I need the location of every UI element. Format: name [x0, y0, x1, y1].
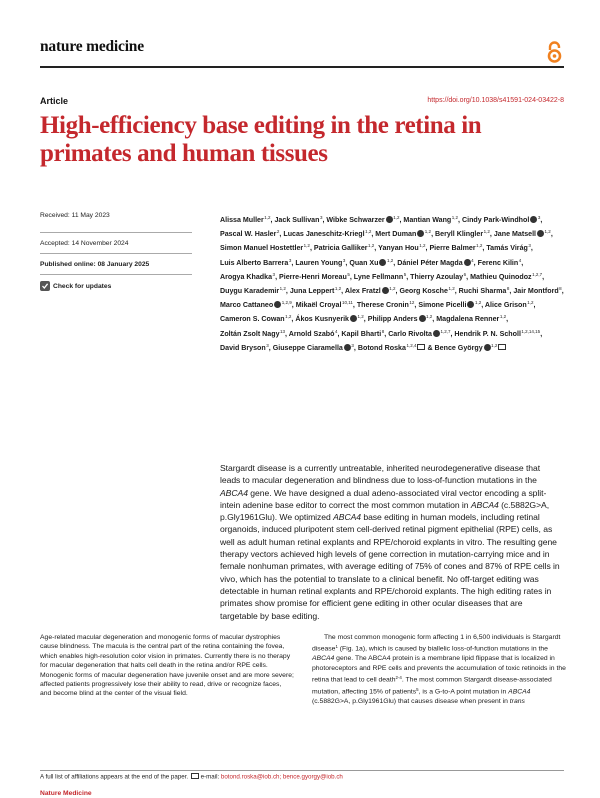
- affiliation-number: 1,2: [426, 314, 433, 320]
- author-name-text: Mathieu Quinodoz: [470, 272, 532, 281]
- author-name-text: Juna Leppert: [289, 287, 335, 296]
- doi-link[interactable]: https://doi.org/10.1038/s41591-024-03422-8: [427, 97, 564, 104]
- affiliation-number: 1,2,14,15: [521, 328, 541, 334]
- article-title: High-efficiency base editing in the retina in primates and human tissues: [40, 112, 482, 167]
- affiliation-number: 1,2: [419, 243, 426, 249]
- author-name-text: Arnold Szabó: [288, 329, 335, 338]
- affiliation-number: 1,2,9: [281, 300, 292, 306]
- gene-name: ABCA4: [220, 487, 248, 498]
- orcid-icon[interactable]: [537, 230, 544, 237]
- affiliation-number: 1,2: [279, 286, 286, 292]
- affiliation-number: 4: [471, 257, 474, 263]
- author-name[interactable]: [220, 216, 271, 224]
- author-name[interactable]: [368, 315, 433, 323]
- body-text: , is a G-to-A point mutation in: [418, 688, 509, 696]
- affiliation-number: 8: [559, 286, 562, 292]
- author-name-text: Lucas Janeschitz-Kriegl: [283, 230, 365, 239]
- orcid-icon[interactable]: [433, 330, 440, 337]
- author-name[interactable]: [341, 330, 384, 338]
- affiliation-number: 3: [342, 257, 346, 263]
- email-icon[interactable]: [498, 344, 506, 350]
- author-name-text: Yanyan Hou: [378, 244, 419, 253]
- affiliation-number: 4: [518, 257, 522, 263]
- affiliation-number: 1,2,7: [532, 271, 543, 277]
- author-name-text: Marco Cattaneo: [220, 301, 274, 310]
- affiliation-number: 1,2: [303, 243, 310, 249]
- body-text: (c.5882G>A, p.Gly1961Glu) that causes disease when present in: [312, 697, 510, 705]
- author-name-text: Ákos Kusnyerik: [295, 315, 349, 324]
- author-name-text: Tamás Virág: [486, 244, 528, 253]
- affiliation-number: 3: [351, 342, 354, 348]
- affiliation-number: 1,2: [285, 314, 292, 320]
- author-name-text: Duygu Karademir: [220, 287, 280, 296]
- orcid-icon[interactable]: [382, 287, 389, 294]
- author-name[interactable]: [354, 273, 406, 281]
- author-name[interactable]: [220, 330, 285, 338]
- author-name-text: Alice Grison: [484, 301, 527, 310]
- affiliation-number: 1,2: [544, 229, 551, 235]
- affiliation-number: 2: [276, 229, 280, 235]
- orcid-icon[interactable]: [417, 230, 424, 237]
- affiliation-number: 1,2: [393, 215, 400, 220]
- author-name-text: Wibke Schwarzer: [326, 216, 385, 224]
- author-name[interactable]: [314, 244, 374, 252]
- body-text: gene. The ABCA4 protein is a membrane lipid flippase that is localized in photoreceptors and RPE cells and prevents the accumulation of toxic retinoids in the retina that lead to cell death: [312, 655, 566, 684]
- author-name-text: Botond Roska: [357, 343, 406, 352]
- author-name[interactable]: [220, 259, 291, 267]
- trans-term: trans: [509, 697, 525, 705]
- affiliation-number: 13: [280, 328, 286, 334]
- affiliation-number: 1,2: [368, 243, 375, 249]
- author-name[interactable]: [486, 244, 531, 252]
- author-name[interactable]: [345, 287, 396, 295]
- author-name[interactable]: [358, 344, 426, 352]
- author-name-text: Jack Sullivan: [274, 216, 320, 224]
- affiliation-number: 1,2: [476, 243, 483, 249]
- author-name[interactable]: [274, 216, 322, 224]
- author-name-text: Zoltán Zsolt Nagy: [220, 329, 280, 338]
- orcid-icon[interactable]: [379, 259, 386, 266]
- affiliation-number: 1,2: [499, 314, 507, 320]
- author-name-text: & Bence György: [427, 343, 483, 352]
- journal-name: nature medicine: [40, 38, 144, 55]
- author-name[interactable]: [279, 273, 350, 281]
- citation[interactable]: 1: [335, 644, 338, 650]
- author-name-text: Carlo Rivolta: [388, 329, 432, 338]
- author-name[interactable]: [462, 216, 540, 224]
- author-name[interactable]: [220, 301, 292, 309]
- orcid-icon[interactable]: [464, 259, 471, 266]
- author-name[interactable]: [470, 273, 542, 281]
- orcid-icon[interactable]: [530, 216, 537, 223]
- affiliation-number: 12: [409, 300, 415, 306]
- author-name[interactable]: [397, 259, 473, 267]
- author-name[interactable]: [429, 244, 482, 252]
- footer-journal-name: Nature Medicine: [40, 790, 92, 797]
- abstract: Stargardt disease is a currently untreatable, inherited neurodegenerative disease that leads to macular degeneration and blindness due to loss-of-function mutations in the ABCA4 gene. We have designed a dual adeno-associated viral vector encoding a split-intein adenine base editor to correct the most common mutation in ABCA4 (c.5882G>A, p.Gly1961Glu). We optimized ABCA4 base editing in human models, including retinal organoids, induced pluripotent stem cell-derived retinal pigment epithelial (RPE) cells, as well as adult human retinal explants and RPE/choroid explants in vitro. The resulting gene therapy vectors achieved high levels of gene correction in mutation-carrying mice and in female nonhuman primates, with average editing of 75% of cones and 87% of RPE cells in vivo, which has the potential to translate to a clinical benefit. No off-target editing was detectable in human retinal explants and RPE/choroid explants. The high editing rates in primates show promise for efficient gene editing in other ocular diseases that are targetable by base editing.: [220, 463, 560, 621]
- author-name-text: Ferenc Kilin: [477, 258, 519, 267]
- author-name-text: Mert Duman: [375, 230, 417, 239]
- author-name-text: Alex Fratzl: [344, 287, 381, 296]
- body-text: . The most common Stargardt disease-associated mutation, affecting 15% of patients: [312, 676, 552, 696]
- author-name[interactable]: [435, 230, 490, 238]
- author-name[interactable]: [459, 287, 510, 295]
- affiliation-number: 10,11: [341, 300, 353, 306]
- check-updates-icon: [40, 281, 50, 291]
- email-icon: [191, 773, 199, 779]
- author-name[interactable]: [220, 315, 291, 323]
- orcid-icon[interactable]: [386, 216, 393, 223]
- author-name[interactable]: [289, 330, 338, 338]
- affiliation-number: 1,2: [483, 229, 490, 235]
- affiliation-number: 1,2: [527, 300, 534, 306]
- email-label: e-mail:: [200, 773, 220, 781]
- author-name[interactable]: [220, 287, 286, 295]
- article-dates: [40, 212, 192, 291]
- author-name-text: Dániel Péter Magda: [397, 258, 463, 267]
- author-name[interactable]: [220, 244, 310, 252]
- author-name[interactable]: [220, 344, 269, 352]
- author-name-text: Magdalena Renner: [436, 315, 500, 324]
- author-name-text: Thierry Azoulay: [410, 272, 464, 281]
- body-column-right: [312, 633, 568, 706]
- affiliation-number: 1,2: [474, 300, 482, 306]
- author-name-text: Philipp Anders: [367, 315, 418, 324]
- author-name[interactable]: [375, 230, 431, 238]
- author-name-text: Therese Cronin: [356, 301, 409, 310]
- orcid-icon[interactable]: [484, 344, 491, 351]
- body-text: (Fig. 1a), which is caused by biallelic loss-of-function mutations in the: [337, 645, 548, 653]
- affiliation-number: 1,2: [357, 314, 364, 320]
- article-type: Article: [40, 96, 69, 106]
- author-name[interactable]: [378, 244, 425, 252]
- author-name[interactable]: [296, 301, 353, 309]
- affiliation-number: 4: [334, 328, 338, 334]
- body-text: The most common monogenic form affecting 1 in 6,500 individuals is Stargardt disease: [312, 634, 561, 653]
- affiliation-number: 1,2,7: [440, 328, 451, 334]
- author-name[interactable]: [295, 315, 363, 323]
- author-name[interactable]: [485, 301, 534, 309]
- author-name[interactable]: [290, 287, 341, 295]
- author-name[interactable]: [220, 230, 279, 238]
- author-name[interactable]: [454, 330, 540, 338]
- orcid-icon[interactable]: [419, 315, 426, 322]
- author-name-text: Quan Xu: [349, 258, 379, 267]
- author-name-text: Jair Montford: [513, 287, 559, 296]
- author-name-text: Ruchi Sharma: [458, 287, 507, 296]
- author-name-text: David Bryson: [220, 343, 266, 352]
- accepted-date: Accepted: 14 November 2024: [40, 233, 192, 254]
- affiliation-number: 1,2: [264, 215, 271, 220]
- author-name-text: Pascal W. Hasler: [220, 230, 277, 239]
- affiliation-number: 1,2: [389, 286, 396, 292]
- body-column-left: Age-related macular degeneration and monogenic forms of macular dystrophies cause blindness. The macula is the central part of the retina containing the fovea, which enables high-resolution color vision in primates. Currently there is no therapy for macular degeneration that halts cell death in the retina and/or RPE cells. Monogenic forms of macular degeneration have juvenile onset and are more severe; affected patients progressively lose their ability to read, drive or recognize faces, and become blind at the center of the visual field.: [40, 634, 294, 698]
- citation[interactable]: 5: [416, 687, 419, 693]
- email-icon[interactable]: [417, 344, 425, 350]
- affiliation-number: 1,2: [334, 286, 342, 292]
- author-name-text: Mikaël Croyal: [295, 301, 342, 310]
- author-name[interactable]: [388, 330, 450, 338]
- author-name-text: Cindy Park-Windhol: [461, 216, 530, 224]
- gene-name: ABCA4: [312, 655, 335, 663]
- affiliation-number: 3: [528, 243, 531, 249]
- author-name-text: Patricia Galliker: [313, 244, 368, 253]
- affiliation-number: 3: [537, 215, 541, 220]
- author-name-text: Alissa Muller: [220, 216, 264, 224]
- author-name[interactable]: [403, 216, 458, 224]
- author-name[interactable]: [418, 301, 481, 309]
- author-name[interactable]: [410, 273, 466, 281]
- author-name-text: Georg Kosche: [399, 287, 448, 296]
- author-name-text: Arogya Khadka: [220, 272, 273, 281]
- author-name-text: Lyne Fellmann: [353, 272, 404, 281]
- affiliation-number: 5: [347, 271, 350, 277]
- orcid-icon[interactable]: [344, 344, 351, 351]
- footnote-rule: [40, 770, 564, 771]
- author-name[interactable]: [295, 259, 345, 267]
- email-links[interactable]: botond.roska@iob.ch; bence.gyorgy@iob.ch: [220, 773, 343, 781]
- author-name[interactable]: [513, 287, 561, 295]
- author-name-text: Giuseppe Ciaramella: [272, 343, 343, 352]
- author-name[interactable]: [220, 273, 275, 281]
- orcid-icon[interactable]: [350, 315, 357, 322]
- author-name[interactable]: [478, 259, 522, 267]
- affiliation-number: 3: [272, 271, 276, 277]
- author-name-text: Beryll Klingler: [435, 230, 484, 239]
- author-name-text: Simon Manuel Hostettler: [220, 244, 304, 253]
- author-name-text: Luis Alberto Barrera: [220, 258, 289, 267]
- author-name[interactable]: [494, 230, 551, 238]
- author-name-text: Mantian Wang: [403, 216, 452, 224]
- check-for-updates-button[interactable]: [40, 275, 192, 291]
- check-updates-label: Check for updates: [53, 282, 112, 290]
- author-name[interactable]: [427, 344, 506, 352]
- affiliation-number: 1,2: [424, 229, 432, 235]
- author-name[interactable]: [349, 259, 393, 267]
- header-rule: [40, 66, 564, 68]
- affiliation-number: 6: [463, 271, 467, 277]
- affiliation-number: 3: [288, 257, 292, 263]
- gene-name: ABCA4: [470, 499, 499, 510]
- affiliation-number: 1,2: [365, 229, 372, 235]
- affiliation-number: 1,2: [386, 257, 394, 263]
- affiliation-number: 3: [319, 215, 323, 220]
- author-name[interactable]: [357, 301, 415, 309]
- affiliation-number: 1,2: [491, 342, 498, 348]
- author-name-text: Hendrik P. N. Scholl: [454, 329, 521, 338]
- affiliation-number: 8: [506, 286, 510, 292]
- author-name-text: Kapil Bharti: [341, 329, 382, 338]
- author-name[interactable]: [326, 216, 399, 224]
- footnote-text: A full list of affiliations appears at the end of the paper.: [40, 773, 189, 781]
- author-name[interactable]: [436, 315, 506, 323]
- affiliation-number: 8: [381, 328, 385, 334]
- affiliation-number: 5: [403, 271, 407, 277]
- author-name-text: Lauren Young: [295, 258, 343, 267]
- affiliation-number: 1,2,4: [406, 342, 417, 348]
- author-name-text: Jane Matsell: [493, 230, 537, 239]
- author-name-text: Cameron S. Cowan: [220, 315, 285, 324]
- published-date: Published online: 08 January 2025: [40, 254, 192, 275]
- received-date: Received: 11 May 2023: [40, 212, 192, 233]
- affiliation-number: 3: [266, 342, 269, 348]
- citation[interactable]: 2-4: [395, 675, 402, 681]
- open-access-icon[interactable]: [546, 40, 563, 64]
- author-name[interactable]: [399, 287, 454, 295]
- author-name-text: Pierre-Henri Moreau: [279, 272, 347, 281]
- author-name-text: Simone Picelli: [418, 301, 467, 310]
- gene-name: ABCA4: [508, 688, 531, 696]
- author-list: Alissa Muller$^{1,2}$, Jack Sullivan$^3$, Wibke Schwarzer $^{1,2}$, Mantian Wang$^{1,2}$, Cindy Park-Windhol $^3$, Pascal W. Hasler$^2$, Lucas Janeschitz-Kriegl$^{1,2}$, Mert Duman $^{1,2}$, Beryll Klingler$^{1,2}$, Jane Matsell $^{1,2}$, Simon Manuel Hostettler$^{1,2}$, Patricia Galliker$^{1,2}$, Yanyan Hou$^{1,2}$, Pierre Balmer$^{1,2}$, Tamás Virág$^3$, Luis Alberto Barrera$^3$, Lauren Young$^3$, Quan Xu $^{1,2}$, Dániel Péter Magda $^4$, Ferenc Kilin$^4$, Arogya Khadka$^3$, Pierre-Henri Moreau$^5$, Lyne Fellmann$^5$, Thierry Azoulay$^6$, Mathieu Quinodoz$^{1,2,7}$, Duygu Karademir$^{1,2}$, Juna Leppert$^{1,2}$, Alex Fratzl $^{1,2}$, Georg Kosche$^{1,2}$, Ruchi Sharma$^8$, Jair Montford$^8$, Marco Cattaneo $^{1,2,9}$, Mikaël Croyal$^{10,11}$, Therese Cronin$^{12}$, Simone Picelli $^{1,2}$, Alice Grison$^{1,2}$, Cameron S. Cowan$^{1,2}$, Ákos Kusnyerik $^{1,2}$, Philipp Anders $^{1,2}$, Magdalena Renner$^{1,2}$, Zoltán Zsolt Nagy$^{13}$, Arnold Szabó$^4$, Kapil Bharti$^8$, Carlo Rivolta $^{1,2,7}$, Hendrik P. N. Scholl$^{1,2,14,15}$, David Bryson$^3$, Giuseppe Ciaramella $^3$, Botond Roska$^{1,2,4}$ & Bence György $^{1,2}$: [220, 215, 564, 352]
- author-name-text: Pierre Balmer: [429, 244, 476, 253]
- affiliation-number: 1,2: [448, 286, 455, 292]
- footnote: [40, 773, 343, 781]
- author-name[interactable]: [283, 230, 371, 238]
- gene-name: ABCA4: [333, 512, 362, 523]
- author-name[interactable]: [273, 344, 354, 352]
- orcid-icon[interactable]: [467, 301, 474, 308]
- orcid-icon[interactable]: [274, 301, 281, 308]
- affiliation-number: 1,2: [451, 215, 459, 220]
